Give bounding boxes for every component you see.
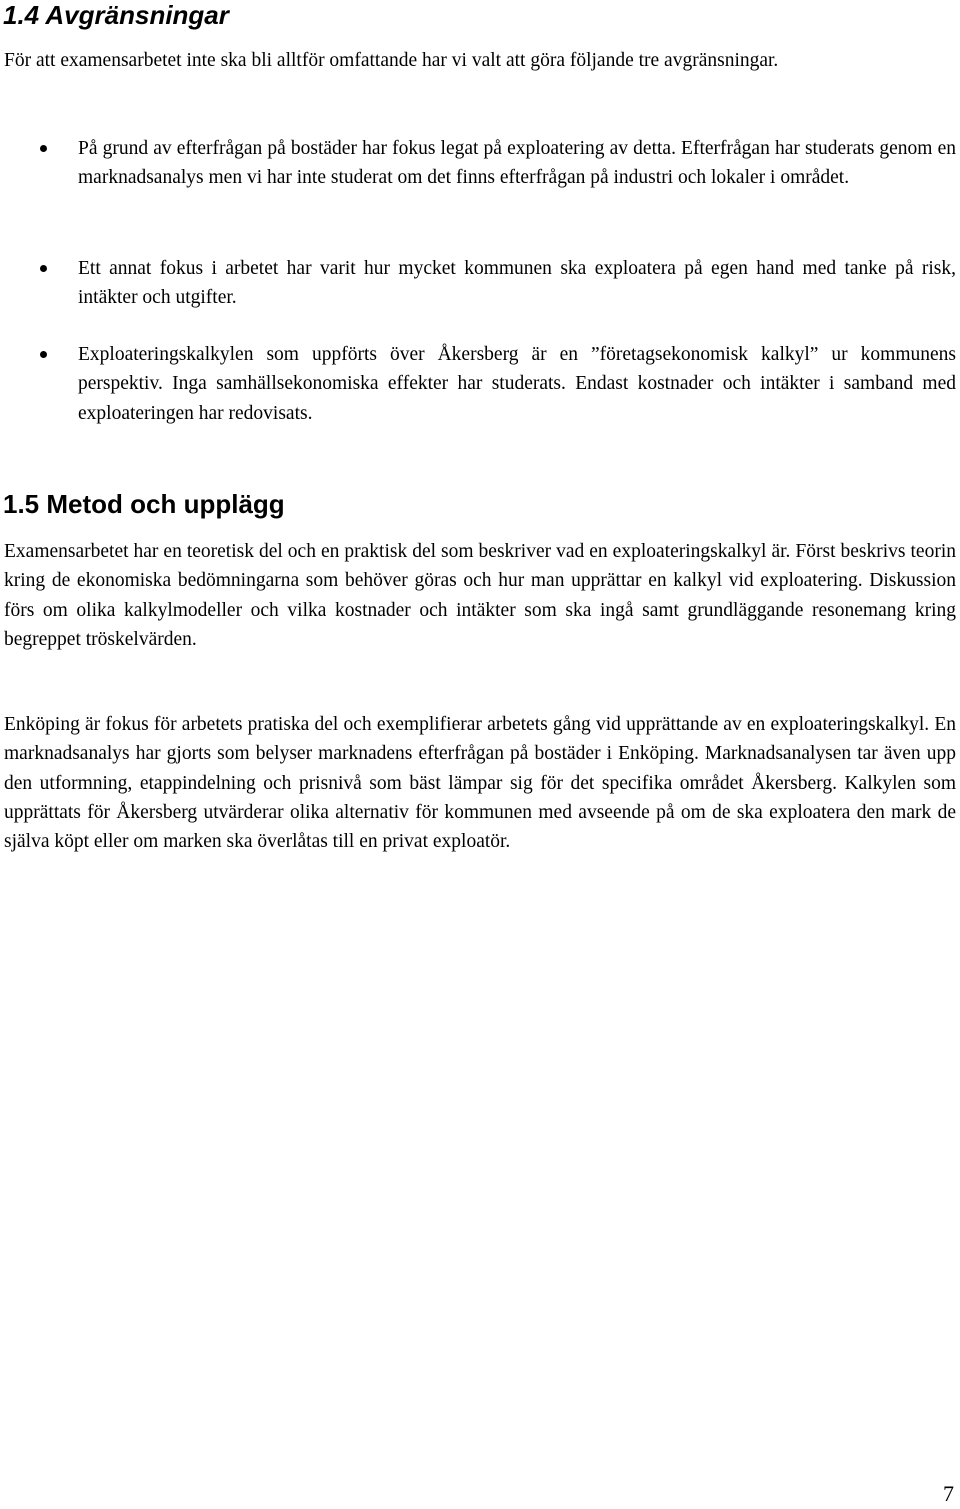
list-item-text: Ett annat fokus i arbetet har varit hur mycket kommunen ska exploatera på egen hand med tanke på risk, intäkter och utgifter. [78, 258, 956, 309]
method-paragraph-2: Enköping är fokus för arbetets pratiska del och exemplifierar arbetets gång vid upprättande av en exploateringskalkyl. En marknadsanalys har gjorts som belyser marknadens efterfrågan på bostäder i Enköping. Marknadsanalysen tar även upp den utformning, etappindelning och prisnivå som bäst lämpar sig för det specifika området Åkersberg. Kalkylen som upprättats för Åkersberg utvärderar olika alternativ för kommunen med avseende på om de ska exploatera den mark de själva köpt eller om marken ska överlåtas till en privat exploatör. [4, 714, 956, 853]
intro-paragraph: För att examensarbetet inte ska bli alltför omfattande har vi valt att göra följande tre avgränsningar. [4, 50, 779, 71]
bullet-icon [40, 145, 47, 152]
bullet-icon [40, 351, 47, 358]
section-heading-metod: 1.5 Metod och upplägg [3, 489, 285, 519]
section-heading-avgransningar: 1.4 Avgränsningar [3, 0, 229, 30]
bullet-icon [40, 265, 47, 272]
method-paragraph-1: Examensarbetet har en teoretisk del och en praktisk del som beskriver vad en exploateringskalkyl är. Först beskrivs teorin kring de ekonomiska bedömningarna som behöver göras och hur man upprättar en kalkyl vid exploatering. Diskussion förs om olika kalkylmodeller och vilka kostnader och intäkter som ska ingå samt grundläggande resonemang kring begreppet tröskelvärden. [4, 541, 956, 650]
list-item-text: På grund av efterfrågan på bostäder har fokus legat på exploatering av detta. Efterfrågan har studerats genom en marknadsanalys men vi har inte studerat om det finns efterfrågan på industri och lokaler i området. [78, 138, 956, 189]
list-item-text: Exploateringskalkylen som uppförts över Åkersberg är en ”företagsekonomisk kalkyl” ur kommunens perspektiv. Inga samhällsekonomiska effekter har studerats. Endast kostnader och intäkter i samband med exploateringen har redovisats. [78, 344, 956, 424]
page-number: 7 [943, 1481, 954, 1506]
